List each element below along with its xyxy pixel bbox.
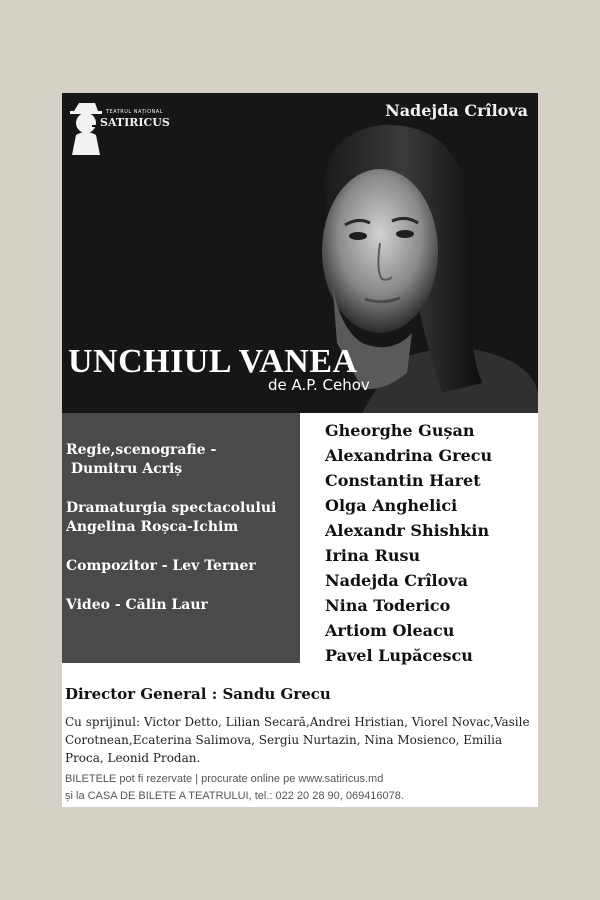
play-author: de A.P. Cehov: [268, 376, 370, 394]
logo-small-text: TEATRUL NAȚIONAL: [106, 109, 163, 115]
cast-member: Pavel Lupăcescu: [325, 646, 473, 665]
ticket-info: [65, 771, 535, 805]
crew-panel: [62, 413, 300, 663]
crew-credit: Regie,scenografie - Dumitru Acriș: [66, 442, 217, 477]
ticket-info-line: și la CASA DE BILETE A TEATRULUI, tel.: 022 20 28 90, 069416078.: [65, 790, 404, 802]
cast-member: Gheorghe Gușan: [325, 421, 475, 440]
cast-member: Nadejda Crîlova: [325, 571, 468, 590]
featured-actress: Nadejda Crîlova: [385, 101, 528, 120]
play-title: UNCHIUL VANEA: [68, 343, 358, 380]
theatre-logo: [68, 99, 168, 159]
hero-photo-area: [62, 93, 538, 413]
ticket-info-line: BILETELE pot fi rezervate | procurate online pe www.satiricus.md: [65, 773, 384, 785]
man-with-hat-icon: [68, 99, 104, 155]
cast-member: Irina Rusu: [325, 546, 421, 565]
logo-big-text: SATIRICUS: [100, 116, 170, 129]
support-credits: Cu sprijinul: Victor Detto, Lilian Secară,Andrei Hristian, Viorel Novac,Vasile Corotnean,Ecaterina Salimova, Sergiu Nurtazin, Nina Mosienco, Emilia Proca, Leonid Prodan.: [65, 715, 530, 765]
cast-member: Nina Toderico: [325, 596, 451, 615]
crew-credit: Video - Călin Laur: [66, 597, 208, 613]
poster: [62, 93, 538, 807]
general-director: Director General : Sandu Grecu: [65, 685, 331, 703]
cast-member: Constantin Haret: [325, 471, 481, 490]
cast-member: Alexandrina Grecu: [325, 446, 493, 465]
cast-member: Olga Anghelici: [325, 496, 458, 515]
cast-member: Alexandr Shishkin: [325, 521, 490, 540]
cast-member: Artiom Oleacu: [325, 621, 455, 640]
crew-credit: Compozitor - Lev Terner: [66, 558, 256, 574]
crew-credit: Dramaturgia spectacolului Angelina Roșca-Ichim: [66, 500, 277, 535]
cast-list: [325, 418, 492, 668]
